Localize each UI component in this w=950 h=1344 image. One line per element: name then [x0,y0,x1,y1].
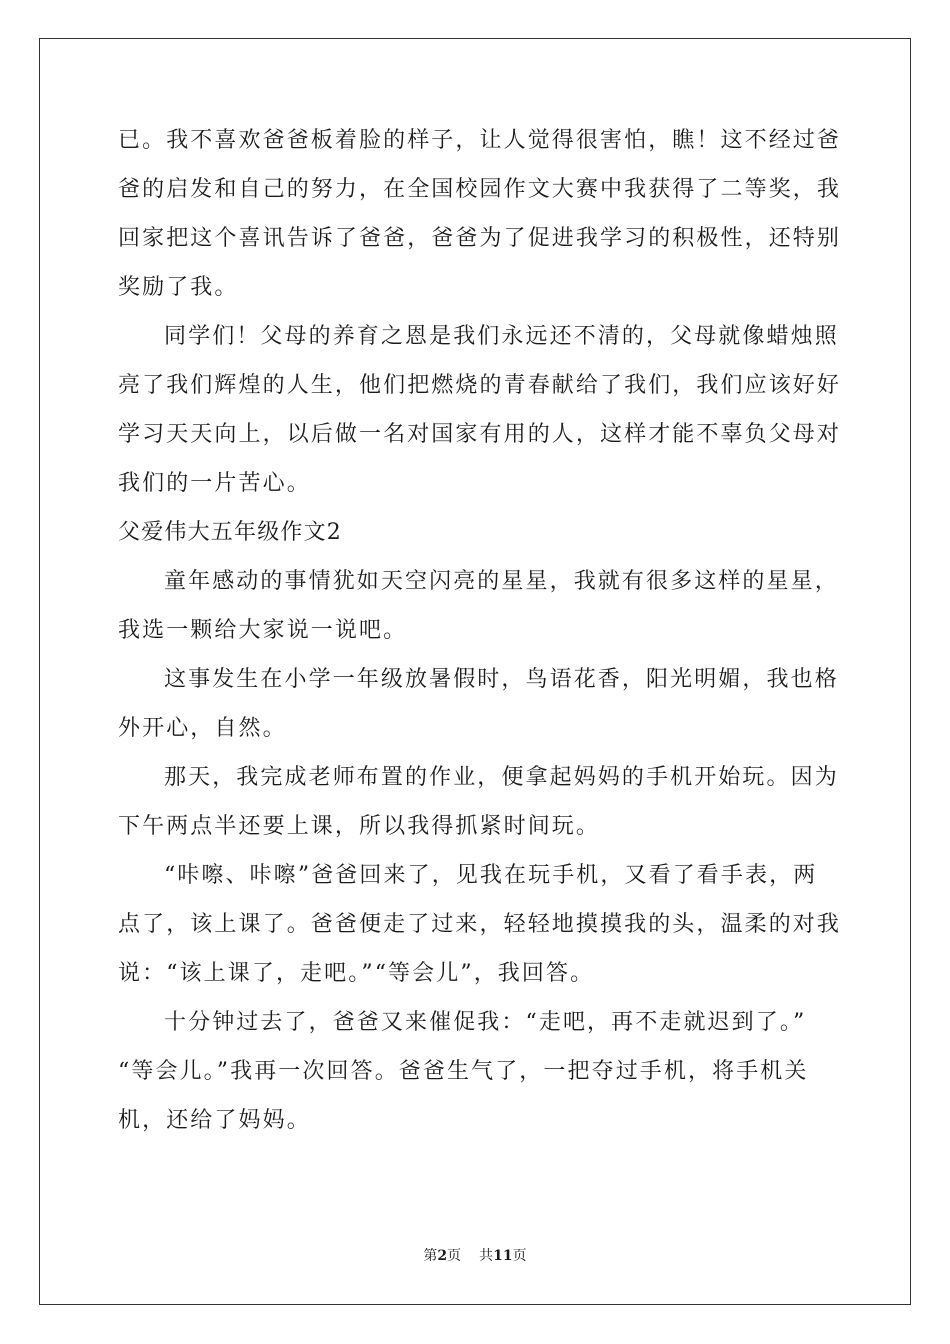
text-line: 点了，该上课了。爸爸便走了过来，轻轻地摸摸我的头，温柔的对我 [118,912,842,937]
footer-total-suffix: 页 [512,1248,527,1264]
total-pages-number: 11 [493,1248,513,1264]
section-heading: 父爱伟大五年级作文2 [118,520,342,545]
paragraph-start: 同学们！父母的养育之恩是我们永远还不清的，父母就像蜡烛照 [164,324,839,349]
text-line: 我们的一片苦心。 [118,471,311,496]
text-line: 学习天天向上，以后做一名对国家有用的人，这样才能不辜负父母对 [118,422,842,447]
text-line: 说：“该上课了，走吧。”“等会儿”，我回答。 [118,961,595,986]
text-line: 奖励了我。 [118,275,239,300]
paragraph-start: 童年感动的事情犹如天空闪亮的星星，我就有很多这样的星星， [164,569,839,594]
paragraph-start: 那天，我完成老师布置的作业，便拿起妈妈的手机开始玩。因为 [164,765,839,790]
text-line: 外开心，自然。 [118,716,287,741]
text-line: 机，还给了妈妈。 [118,1108,311,1133]
text-line: 已。我不喜欢爸爸板着脸的样子，让人觉得很害怕，瞧！这不经过爸 [118,128,842,153]
paragraph-start: 十分钟过去了，爸爸又来催促我：“走吧，再不走就迟到了。” [164,1010,807,1035]
text-line: 下午两点半还要上课，所以我得抓紧时间玩。 [118,814,601,839]
current-page-number: 2 [437,1248,448,1264]
footer-prefix: 第 [423,1248,438,1264]
text-line: 亮了我们辉煌的人生，他们把燃烧的青春献给了我们，我们应该好好 [118,373,842,398]
footer-total-prefix: 共 [479,1248,494,1264]
text-line: 我选一颗给大家说一说吧。 [118,618,408,643]
text-line: “等会儿。”我再一次回答。爸爸生气了，一把夺过手机，将手机关 [118,1059,809,1084]
page-footer [0,1245,950,1265]
text-line: 爸的启发和自己的努力，在全国校园作文大赛中我获得了二等奖，我 [118,177,842,202]
paragraph-start: “咔嚓、咔嚓”爸爸回来了，见我在玩手机，又看了看手表，两 [164,863,818,888]
footer-page-suffix: 页 [447,1248,462,1264]
text-line: 回家把这个喜讯告诉了爸爸，爸爸为了促进我学习的积极性，还特别 [118,226,842,251]
paragraph-start: 这事发生在小学一年级放暑假时，鸟语花香，阳光明媚，我也格 [164,667,839,692]
